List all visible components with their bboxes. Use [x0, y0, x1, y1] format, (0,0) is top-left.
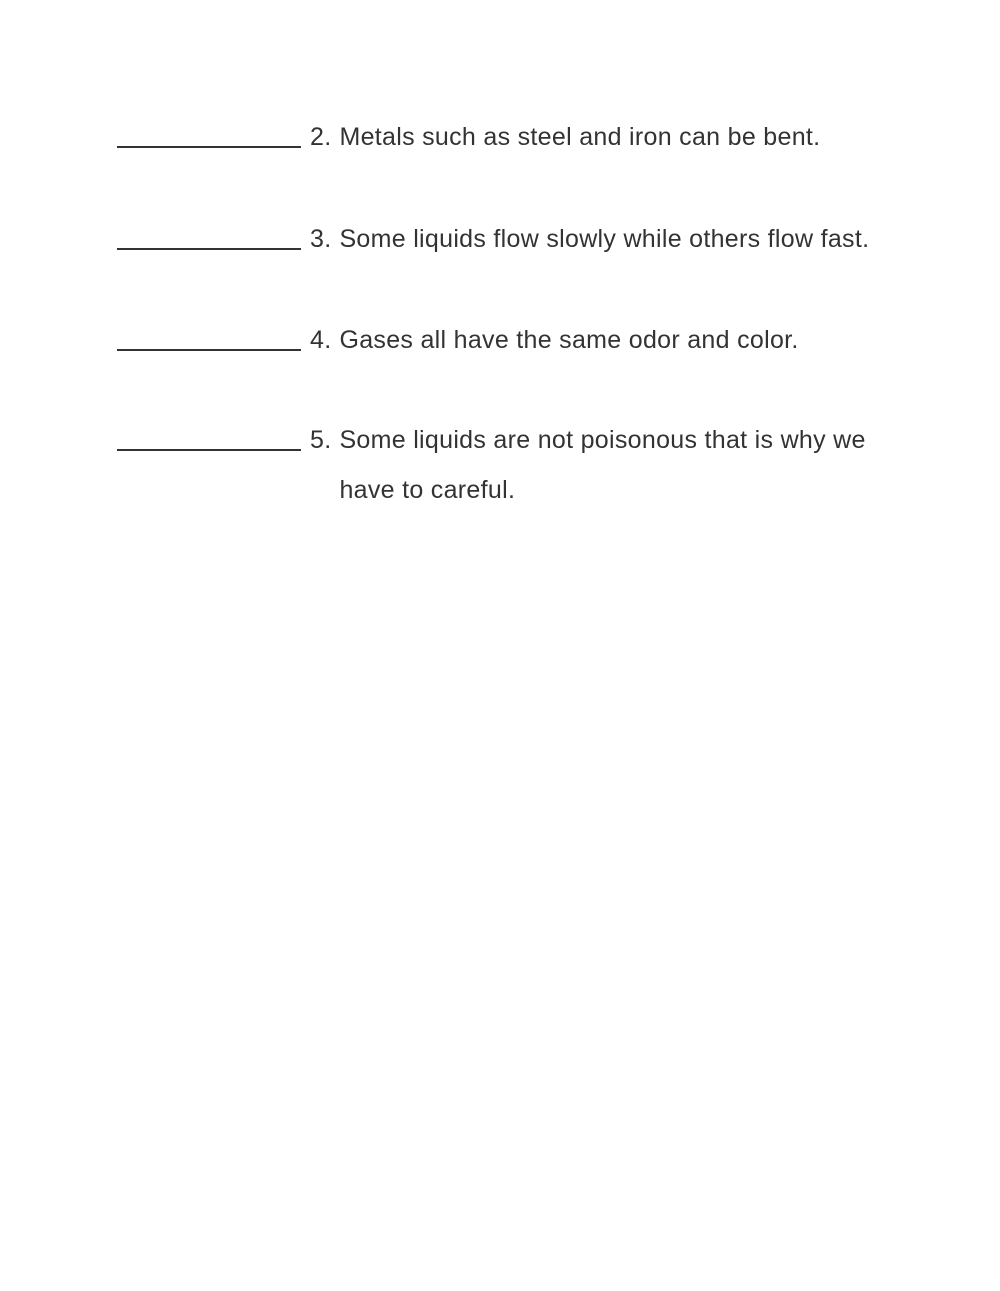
worksheet-item-4 [117, 315, 799, 365]
item-number-3: 3. [310, 225, 332, 253]
answer-blank-3[interactable] [117, 214, 301, 250]
worksheet-item-2 [117, 112, 820, 162]
answer-blank-5[interactable] [117, 415, 301, 451]
answer-blank-4[interactable] [117, 315, 301, 351]
worksheet-item-3 [117, 214, 869, 264]
item-statement-5 [339, 415, 865, 515]
item-number-4: 4. [310, 326, 332, 354]
item-number-5: 5. [310, 426, 332, 454]
statement-5-line-2: have to careful. [339, 476, 516, 504]
item-statement-3: Some liquids flow slowly while others flow fast. [339, 225, 870, 253]
worksheet-item-5 [117, 415, 866, 515]
item-statement-2: Metals such as steel and iron can be bent. [339, 123, 821, 151]
answer-blank-2[interactable] [117, 112, 301, 148]
item-number-2: 2. [310, 123, 332, 151]
statement-5-line-1: Some liquids are not poisonous that is why we [339, 426, 866, 454]
item-statement-4: Gases all have the same odor and color. [339, 326, 799, 354]
